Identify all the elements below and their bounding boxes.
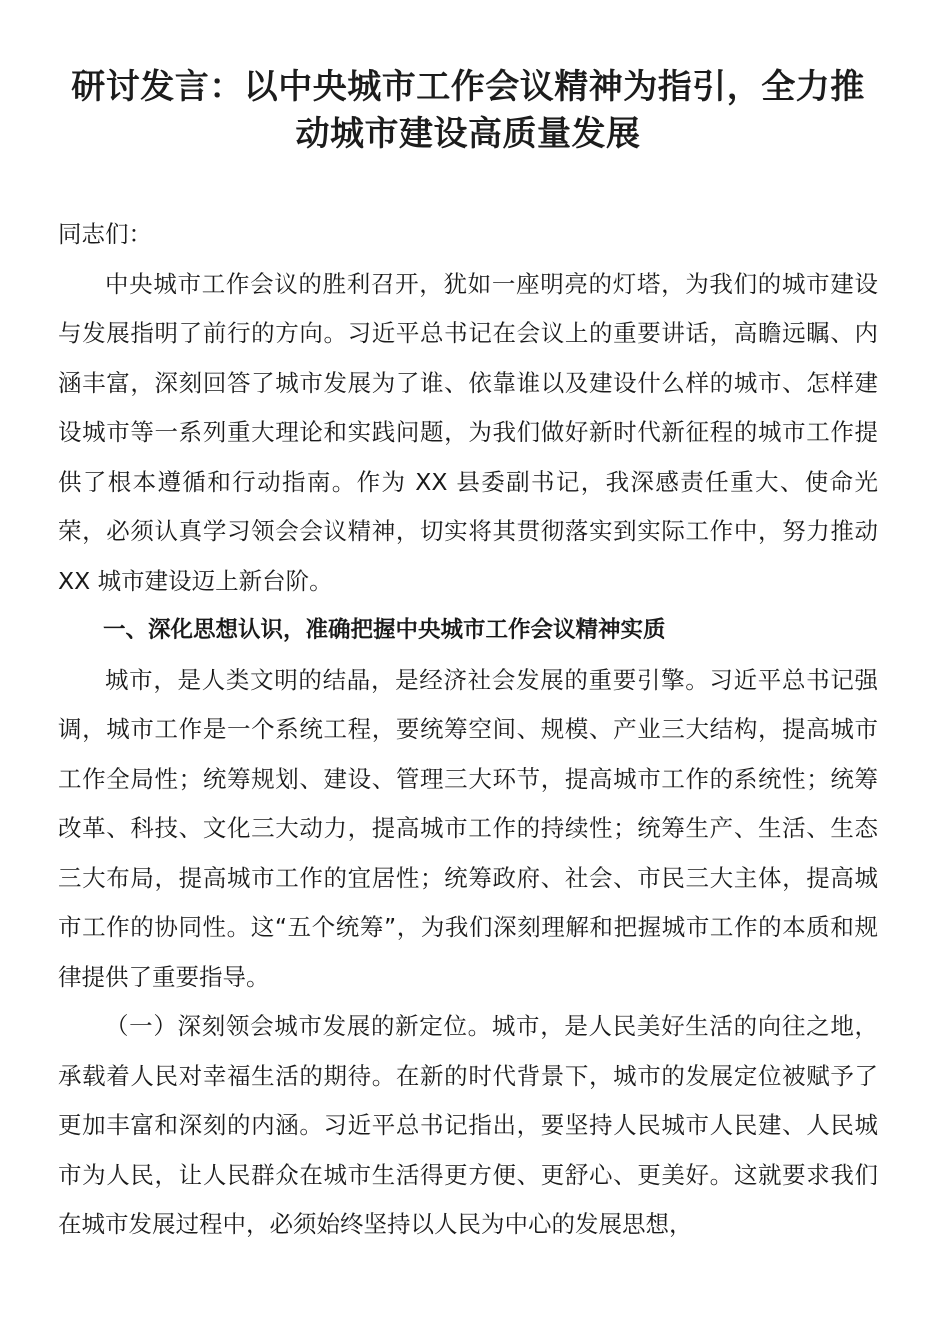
document-title <box>58 64 878 158</box>
salutation: 同志们： <box>58 220 152 248</box>
paragraph-five-coordinations: 城市，是人类文明的结晶，是经济社会发展的重要引擎。习近平总书记强调，城市工作是一个系统工程，要统筹空间、规模、产业三大结构，提高城市工作全局性；统筹规划、建设、管理三大环节，提高城市工作的系统性；统筹改革、科技、文化三大动力，提高城市工作的持续性；统筹生产、生活、生态三大布局，提高城市工作的宜居性；统筹政府、社会、市民三大主体，提高城市工作的协同性。这“五个统筹”，为我们深刻理解和把握城市工作的本质和规律提供了重要指导。 <box>58 665 878 991</box>
title-line-1: 研讨发言：以中央城市工作会议精神为指引，全力推 <box>71 67 865 107</box>
section-heading-1: 一、深化思想认识，准确把握中央城市工作会议精神实质 <box>103 617 666 643</box>
document-body <box>58 210 878 1250</box>
title-line-2: 动城市建设高质量发展 <box>295 114 641 154</box>
paragraph-new-positioning: （一）深刻领会城市发展的新定位。城市，是人民美好生活的向往之地，承载着人民对幸福生活的期待。在新的时代背景下，城市的发展定位被赋予了更加丰富和深刻的内涵。习近平总书记指出，要坚持人民城市人民建、人民城市为人民，让人民群众在城市生活得更方便、更舒心、更美好。这就要求我们在城市发展过程中，必须始终坚持以人民为中心的发展思想， <box>58 1012 878 1238</box>
paragraph-intro: 中央城市工作会议的胜利召开，犹如一座明亮的灯塔，为我们的城市建设与发展指明了前行的方向。习近平总书记在会议上的重要讲话，高瞻远瞩、内涵丰富，深刻回答了城市发展为了谁、依靠谁以及建设什么样的城市、怎样建设城市等一系列重大理论和实践问题，为我们做好新时代新征程的城市工作提供了根本遵循和行动指南。作为 XX 县委副书记，我深感责任重大、使命光荣，必须认真学习领会会议精神，切实将其贯彻落实到实际工作中，努力推动 XX 城市建设迈上新台阶。 <box>58 269 878 595</box>
